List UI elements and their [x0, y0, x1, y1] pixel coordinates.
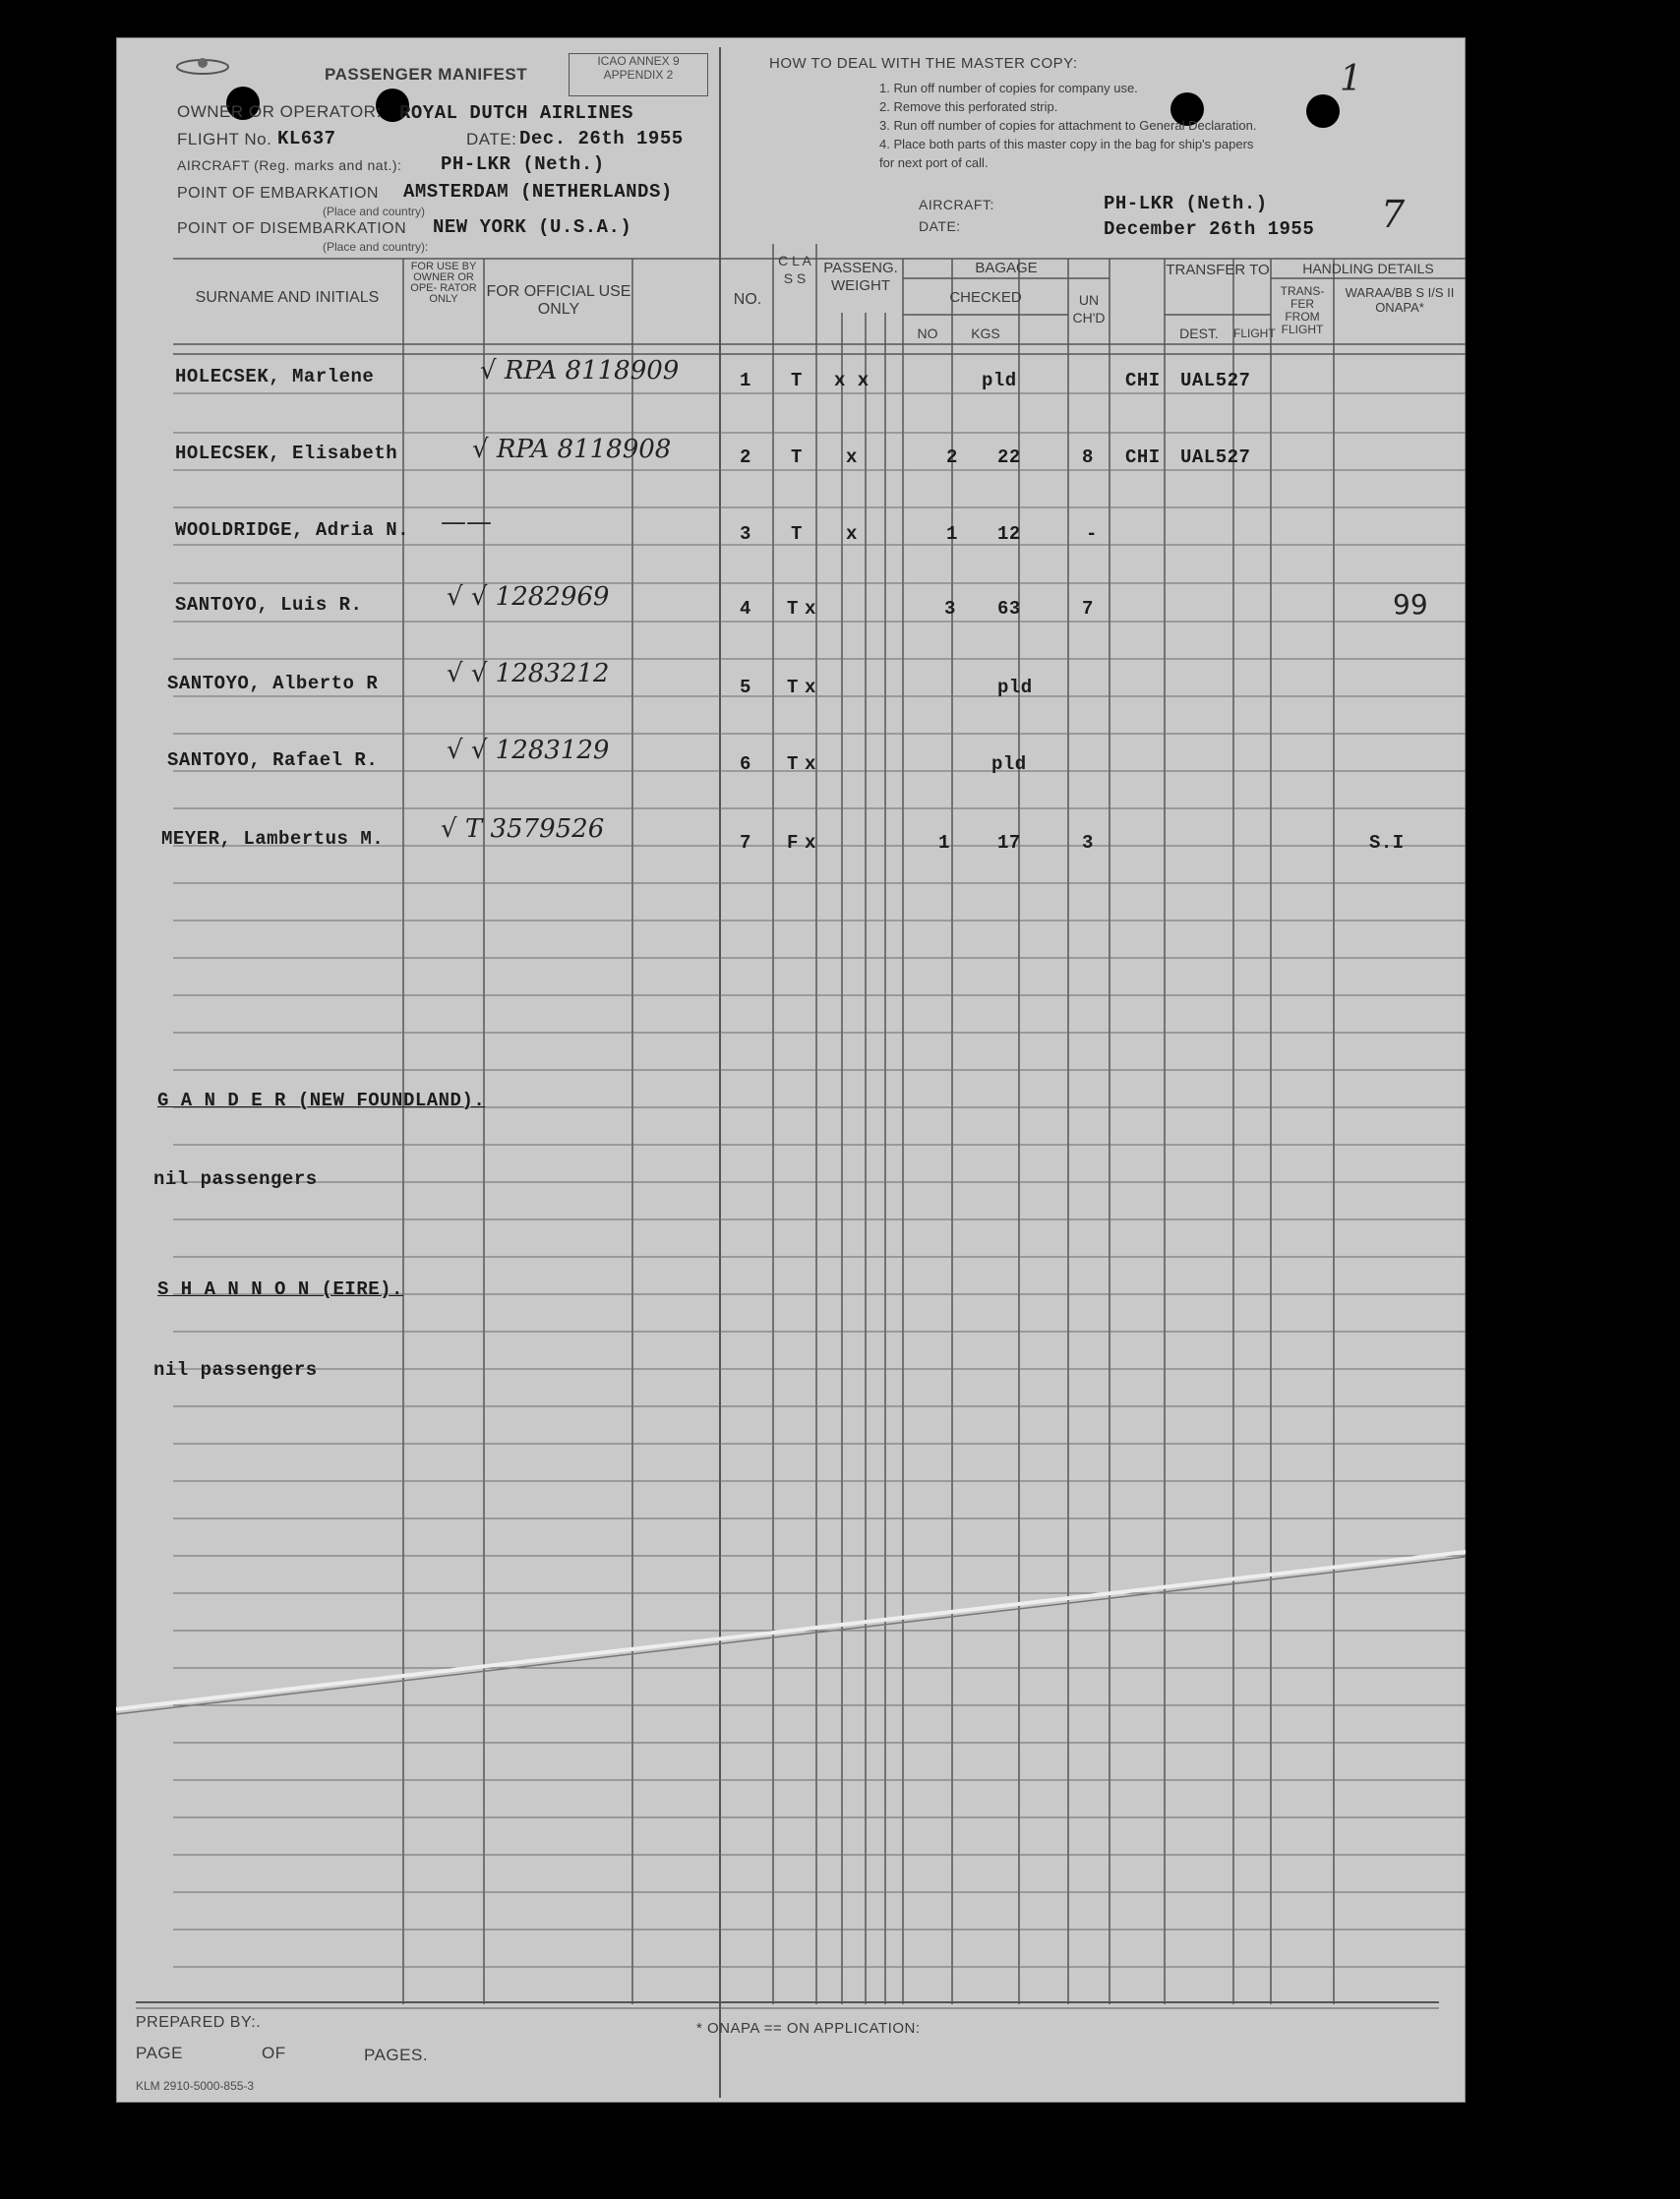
passenger-weight: x x	[834, 370, 870, 391]
bag-kgs: 12	[997, 523, 1021, 545]
bag-kgs: 63	[997, 598, 1021, 620]
col-official-use: FOR OFFICIAL USE ONLY	[486, 283, 631, 318]
passenger-no: 5	[740, 677, 751, 698]
bag-unchd: 7	[1082, 598, 1094, 620]
transfer-flight: UAL527	[1180, 370, 1251, 391]
col-transfer: TRANSFER TO	[1166, 262, 1270, 278]
embark-value: AMSTERDAM (NETHERLANDS)	[403, 181, 673, 203]
official-entry: √ T 3579526	[441, 814, 605, 844]
bag-unchd: 8	[1082, 446, 1094, 468]
section-note-shannon: nil passengers	[153, 1359, 318, 1381]
col-unchd: UN CH'D	[1072, 292, 1106, 326]
passenger-name: WOOLDRIDGE, Adria N.	[175, 519, 410, 541]
instruction-item: 4. Place both parts of this master copy in the bag for ship's papers	[879, 137, 1254, 151]
passenger-no: 4	[740, 598, 751, 620]
bag-no: 1	[946, 523, 958, 545]
margin-number: 99	[1393, 588, 1428, 621]
instruction-item: 2. Remove this perforated strip.	[879, 99, 1058, 114]
bag-unchd: -	[1086, 523, 1098, 545]
col-handling: HANDLING DETAILS	[1302, 261, 1434, 276]
col-checked: CHECKED	[949, 289, 1022, 306]
passenger-name: SANTOYO, Luis R.	[175, 594, 363, 616]
instructions-list	[879, 79, 1256, 172]
flight-label: FLIGHT No.	[177, 130, 272, 149]
official-entry: √ RPA 8118908	[472, 435, 672, 464]
passenger-name: HOLECSEK, Marlene	[175, 366, 375, 387]
icao-box	[569, 53, 708, 96]
pages-label: PAGES.	[364, 2046, 429, 2064]
passenger-weight: x	[805, 832, 816, 854]
passenger-name: SANTOYO, Rafael R.	[167, 749, 379, 771]
prepared-by: PREPARED BY:.	[136, 2014, 262, 2031]
transfer-dest: CHI	[1125, 446, 1161, 468]
passenger-no: 2	[740, 446, 751, 468]
col-flight: FLIGHT	[1233, 327, 1276, 340]
onapa-note: * ONAPA == ON APPLICATION:	[696, 2020, 921, 2037]
transfer-flight: UAL527	[1180, 446, 1251, 468]
passenger-no: 7	[740, 832, 751, 854]
col-class: C L A S S	[778, 253, 811, 286]
passenger-class: T	[787, 677, 799, 698]
col-checked-no: NO	[917, 326, 938, 341]
passenger-weight: x	[805, 677, 816, 698]
instr-aircraft-label: AIRCRAFT:	[919, 197, 994, 212]
table-grid	[116, 37, 1466, 2103]
bag-kgs: pld	[982, 370, 1017, 391]
passenger-class: T	[791, 523, 803, 545]
bag-kgs: pld	[997, 677, 1033, 698]
aircraft-label: AIRCRAFT (Reg. marks and nat.):	[177, 157, 402, 173]
of-label: OF	[262, 2044, 286, 2062]
passenger-class: T	[791, 446, 803, 468]
col-waraa: WARAA/BB S I/S II ONAPA*	[1345, 285, 1455, 315]
bag-kgs: pld	[991, 753, 1027, 775]
embark-sub: (Place and country)	[323, 205, 426, 218]
section-title-shannon: S H A N N O N (EIRE).	[157, 1278, 403, 1300]
icao-line2: APPENDIX 2	[603, 68, 674, 82]
klm-logo-icon	[173, 55, 232, 79]
passenger-class: T	[787, 598, 799, 620]
section-title-gander: G A N D E R (NEW FOUNDLAND).	[157, 1090, 486, 1111]
aircraft-value: PH-LKR (Neth.)	[441, 153, 605, 175]
col-surname: SURNAME AND INITIALS	[195, 289, 380, 306]
transfer-dest: CHI	[1125, 370, 1161, 391]
embark-label: POINT OF EMBARKATION	[177, 185, 379, 202]
bag-kgs: 22	[997, 446, 1021, 468]
corner-mark: 1	[1340, 59, 1362, 99]
col-owner-use: FOR USE BY OWNER OR OPE- RATOR ONLY	[410, 261, 477, 305]
passenger-weight: x	[846, 446, 858, 468]
owner-value: ROYAL DUTCH AIRLINES	[399, 102, 634, 124]
bag-unchd: 3	[1082, 832, 1094, 854]
icao-line1: ICAO ANNEX 9	[597, 54, 680, 68]
bag-no: 1	[938, 832, 950, 854]
manifest-title: PASSENGER MANIFEST	[325, 65, 528, 84]
instr-aircraft-value: PH-LKR (Neth.)	[1104, 193, 1268, 214]
passenger-class: T	[791, 370, 803, 391]
date-label: DATE:	[466, 130, 517, 149]
bag-no: 3	[944, 598, 956, 620]
col-weight: PASSENG. WEIGHT	[823, 260, 898, 294]
passenger-name: MEYER, Lambertus M.	[161, 828, 385, 850]
passenger-name: SANTOYO, Alberto R	[167, 673, 379, 694]
passenger-no: 3	[740, 523, 751, 545]
date-value: Dec. 26th 1955	[519, 128, 684, 149]
instr-date-value: December 26th 1955	[1104, 218, 1315, 240]
page-label: PAGE	[136, 2044, 183, 2062]
passenger-no: 1	[740, 370, 751, 391]
official-entry: ——	[441, 507, 492, 537]
section-note-gander: nil passengers	[153, 1168, 318, 1190]
official-entry: √ √ 1282969	[447, 582, 610, 612]
flight-value: KL637	[277, 128, 336, 149]
col-baggage: BAGAGE	[975, 260, 1038, 276]
manifest-sheet	[116, 37, 1466, 2103]
bag-kgs: 17	[997, 832, 1021, 854]
instruction-item: 3. Run off number of copies for attachment to General Declaration.	[879, 118, 1257, 133]
passenger-name: HOLECSEK, Elisabeth	[175, 443, 398, 464]
form-code: KLM 2910-5000-855-3	[136, 2079, 255, 2093]
instr-date-label: DATE:	[919, 218, 961, 234]
col-checked-kgs: KGS	[971, 326, 1000, 341]
handling-detail: S.I	[1369, 832, 1405, 854]
passenger-no: 6	[740, 753, 751, 775]
bag-no: 2	[946, 446, 958, 468]
disembark-sub: (Place and country):	[323, 240, 429, 254]
passenger-class: F	[787, 832, 799, 854]
official-entry: √ √ 1283212	[447, 659, 610, 688]
passenger-weight: x	[846, 523, 858, 545]
instruction-item: for next port of call.	[879, 155, 989, 170]
col-dest: DEST.	[1179, 326, 1219, 341]
handwritten-mark: 7	[1381, 193, 1406, 236]
instruction-item: 1. Run off number of copies for company use.	[879, 81, 1138, 95]
col-transfer-from: TRANS- FER FROM FLIGHT	[1280, 284, 1325, 336]
passenger-weight: x	[805, 598, 816, 620]
col-no: NO.	[733, 291, 762, 308]
instructions-title: HOW TO DEAL WITH THE MASTER COPY:	[769, 55, 1078, 72]
official-entry: √ RPA 8118909	[480, 356, 680, 386]
official-entry: √ √ 1283129	[447, 736, 610, 765]
owner-label: OWNER OR OPERATOR:	[177, 102, 382, 121]
passenger-weight: x	[805, 753, 816, 775]
passenger-class: T	[787, 753, 799, 775]
disembark-label: POINT OF DISEMBARKATION	[177, 220, 407, 237]
disembark-value: NEW YORK (U.S.A.)	[433, 216, 632, 238]
